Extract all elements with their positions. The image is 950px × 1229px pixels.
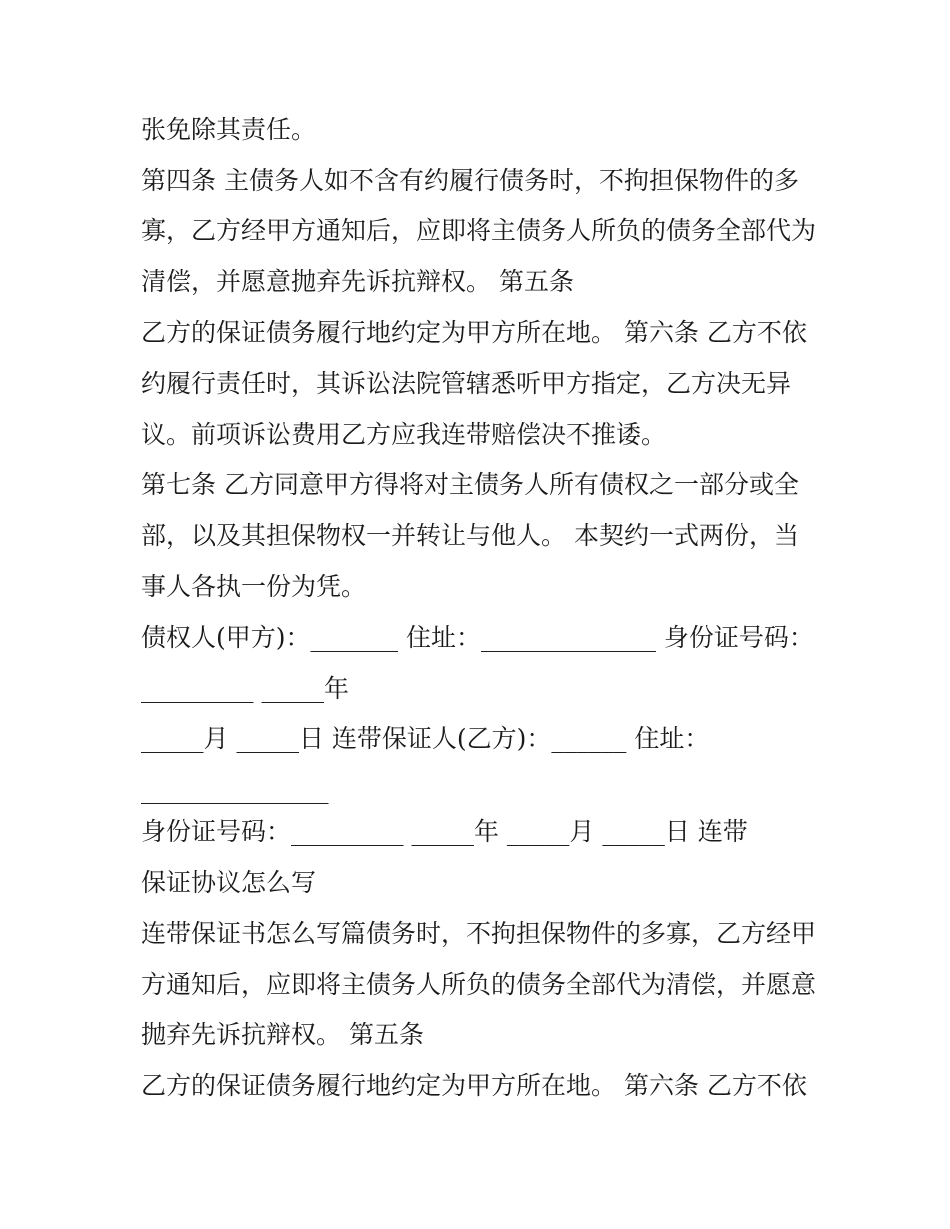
text-line: 连带保证书怎么写篇债务时，不拘担保物件的多寡，乙方经甲 bbox=[141, 919, 817, 948]
signature-line-address: _______________ bbox=[141, 775, 329, 804]
text-line: 清偿，并愿意抛弃先诉抗辩权。 第五条 bbox=[141, 267, 574, 296]
signature-line-guarantor: _____月 _____日 连带保证人(乙方)：______ 住址： bbox=[141, 724, 710, 753]
section-heading: 保证协议怎么写 bbox=[141, 868, 317, 897]
signature-line-creditor: 债权人(甲方)：_______ 住址：______________ 身份证号码： bbox=[141, 623, 814, 652]
text-line: 第七条 乙方同意甲方得将对主债务人所有债权之一部分或全 bbox=[141, 470, 799, 499]
text-line: 方通知后，应即将主债务人所负的债务全部代为清偿，并愿意 bbox=[141, 970, 817, 999]
signature-line-date: _________ _____年 bbox=[141, 674, 349, 703]
text-line: 部，以及其担保物权一并转让与他人。 本契约一式两份，当 bbox=[141, 521, 799, 550]
text-line: 乙方的保证债务履行地约定为甲方所在地。 第六条 乙方不依 bbox=[141, 1071, 807, 1100]
text-line: 第四条 主债务人如不含有约履行债务时，不拘担保物件的多 bbox=[141, 166, 799, 195]
signature-line-id: 身份证号码：_________ _____年 _____月 _____日 连带 bbox=[141, 817, 748, 846]
text-line: 张免除其责任。 bbox=[141, 115, 317, 144]
text-line: 事人各执一份为凭。 bbox=[141, 572, 367, 601]
text-line: 抛弃先诉抗辩权。 第五条 bbox=[141, 1020, 424, 1049]
text-line: 约履行责任时，其诉讼法院管辖悉听甲方指定，乙方决无异 bbox=[141, 369, 792, 398]
text-line: 寡，乙方经甲方通知后，应即将主债务人所负的债务全部代为 bbox=[141, 216, 817, 245]
text-line: 议。前项诉讼费用乙方应我连带赔偿决不推诿。 bbox=[141, 420, 667, 449]
text-line: 乙方的保证债务履行地约定为甲方所在地。 第六条 乙方不依 bbox=[141, 318, 807, 347]
